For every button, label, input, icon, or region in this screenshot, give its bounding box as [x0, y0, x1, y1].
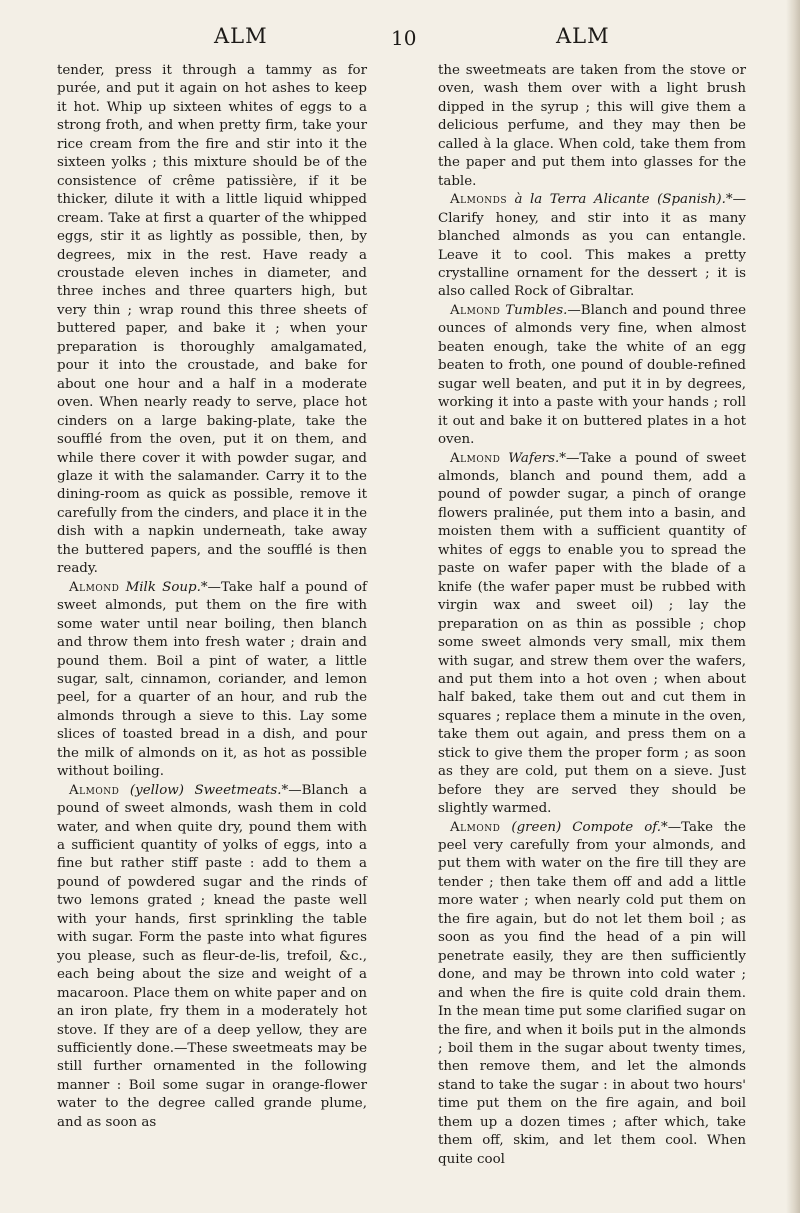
entry-headword: Almond — [450, 450, 501, 466]
entry-headword: Almond — [69, 579, 120, 595]
continued-paragraph: the sweetmeats are taken from the stove or oven, wash them over with a light brush dipped in the syrup ; this will give them a delicious perfume, and they may then be called à la glace. When cold, take them from the paper and put them into glasses for the table. — [438, 63, 746, 189]
entry-headword: Almond — [69, 782, 120, 798]
entry-title: Wafers.* — [508, 450, 566, 466]
page-edge — [786, 0, 800, 1213]
entry-body: —Take half a pound of sweet almonds, put them on the fire with some water until near boiling, then blanch and throw them into fresh water ; drain and pound them. Boil a pint of water, a little sugar, salt, cinnamon, coriander, and lemon peel, for a quarter of an hour, and rub the almonds through a sieve to this. Lay some slices of toasted bread in a dish, and pour the milk of almonds on it, as hot as possible without boiling. — [57, 579, 367, 780]
entry-almond-green-compote — [438, 819, 746, 1170]
header-right-keyword: ALM — [556, 24, 610, 48]
entry-title: (green) Compote of.* — [511, 819, 668, 835]
header-left-keyword: ALM — [214, 24, 268, 48]
entry-title: Milk Soup.* — [125, 579, 208, 595]
entry-headword: Almond — [450, 302, 501, 318]
running-header — [0, 24, 800, 54]
entry-headword: Almonds — [450, 192, 507, 208]
left-column — [57, 62, 367, 1132]
entry-body: —Take the peel very carefully from your almonds, and put them with water on the fire till they are tender ; then take them off and add a little more water ; when nearly cold put them on the fire again, but do not let them boil ; as soon as you find the head of a pin will penetrate easily, they are then sufficiently done, and may be thrown into cold water ; and when the fire is quite cold drain them. In the mean time put some clarified sugar on the fire, and when it boils put in the almonds ; boil them in the sugar about twenty times, then remove them, and let the almonds stand to take the sugar : in about two hours' time put them on the fire again, and boil them up a dozen times ; after which, take them off, skim, and let them cool. When quite cool — [438, 819, 746, 1167]
entry-body: —Blanch a pound of sweet almonds, wash them in cold water, and when quite dry, pound them with a sufficient quantity of yolks of eggs, into a fine but rather stiff paste : add to them a pound of powdered sugar and the rinds of two lemons grated ; knead the paste well with your hands, first sprinkling the table with sugar. Form the paste into what figures you please, such as fleur-de-lis, trefoil, &c., each being about the size and weight of a macaroon. Place them on white paper and on an iron plate, fry them in a moderately hot stove. If they are of a deep yellow, they are sufficiently done.—These sweetmeats may be still further ornamented in the following manner : Boil some sugar in orange-flower water to the degree called grande plume, and as soon as — [57, 782, 367, 1130]
entry-body: —Take a pound of sweet almonds, blanch and pound them, add a pound of powder sugar, a pinch of orange flowers pralinée, put them into a basin, and moisten them with a sufficient quantity of whites of eggs to enable you to spread the paste on wafer paper with the blade of a knife (the wafer paper must be rubbed with virgin wax and sweet oil) ; lay the preparation on as thin as possible ; chop some sweet almonds very small, mix them with sugar, and strew them over the wafers, and put them into a hot oven ; when about half baked, take them out and cut them in squares ; replace them a minute in the oven, take them out again, and press them on a stick to give them the proper form ; as soon as they are cold, put them on a sieve. Just before they are served they should be slightly warmed. — [438, 450, 746, 817]
entry-almonds-terra-alicante — [438, 191, 746, 302]
entry-almond-tumbles — [438, 302, 746, 450]
entry-body: —Clarify honey, and stir into it as many blanched almonds as you can entangle. Leave it to cool. This makes a pretty crystalline ornament for the dessert ; it is also called Rock of Gibraltar. — [438, 192, 746, 300]
entry-body: —Blanch and pound three ounces of almonds very fine, when almost beaten enough, take the white of an egg beaten to froth, one pound of double-refined sugar well beaten, and put it in by degrees, working it into a paste with your hands ; roll it out and bake it on buttered plates in a hot oven. — [438, 302, 746, 448]
right-column — [438, 62, 746, 1169]
entry-almond-milk-soup — [57, 579, 367, 782]
continued-paragraph: tender, press it through a tammy as for purée, and put it again on hot ashes to keep it hot. Whip up sixteen whites of eggs to a strong froth, and when pretty firm, take your rice cream from the fire and stir into it the sixteen yolks ; this mixture should be of the consistence of crême patissière, if it be thicker, dilute it with a little liquid whipped cream. Take at first a quarter of the whipped eggs, stir it as lightly as possible, then, by degrees, mix in the rest. Have ready a croustade eleven inches in diameter, and three inches and three quarters high, but very thin ; wrap round this three sheets of buttered paper, and bake it ; when your preparation is thoroughly amalgamated, pour it into the croustade, and bake for about one hour and a half in a moderate oven. When nearly ready to serve, place hot cinders on a large baking-plate, take the soufflé from the oven, put it on them, and while there cover it with powder sugar, and glaze it with the salamander. Carry it to the dining-room as quick as possible, remove it carefully from the cinders, and place it in the dish with a napkin underneath, take away the buttered papers, and the soufflé is then ready. — [57, 63, 367, 577]
entry-almond-wafers — [438, 450, 746, 819]
entry-title: (yellow) Sweetmeats.* — [129, 782, 289, 798]
entry-title: à la Terra Alicante (Spanish).* — [514, 192, 733, 208]
entry-almond-yellow-sweetmeats — [57, 782, 367, 1133]
entry-headword: Almond — [450, 819, 501, 835]
entry-title: Tumbles. — [505, 302, 568, 318]
page-number: 10 — [391, 26, 417, 50]
